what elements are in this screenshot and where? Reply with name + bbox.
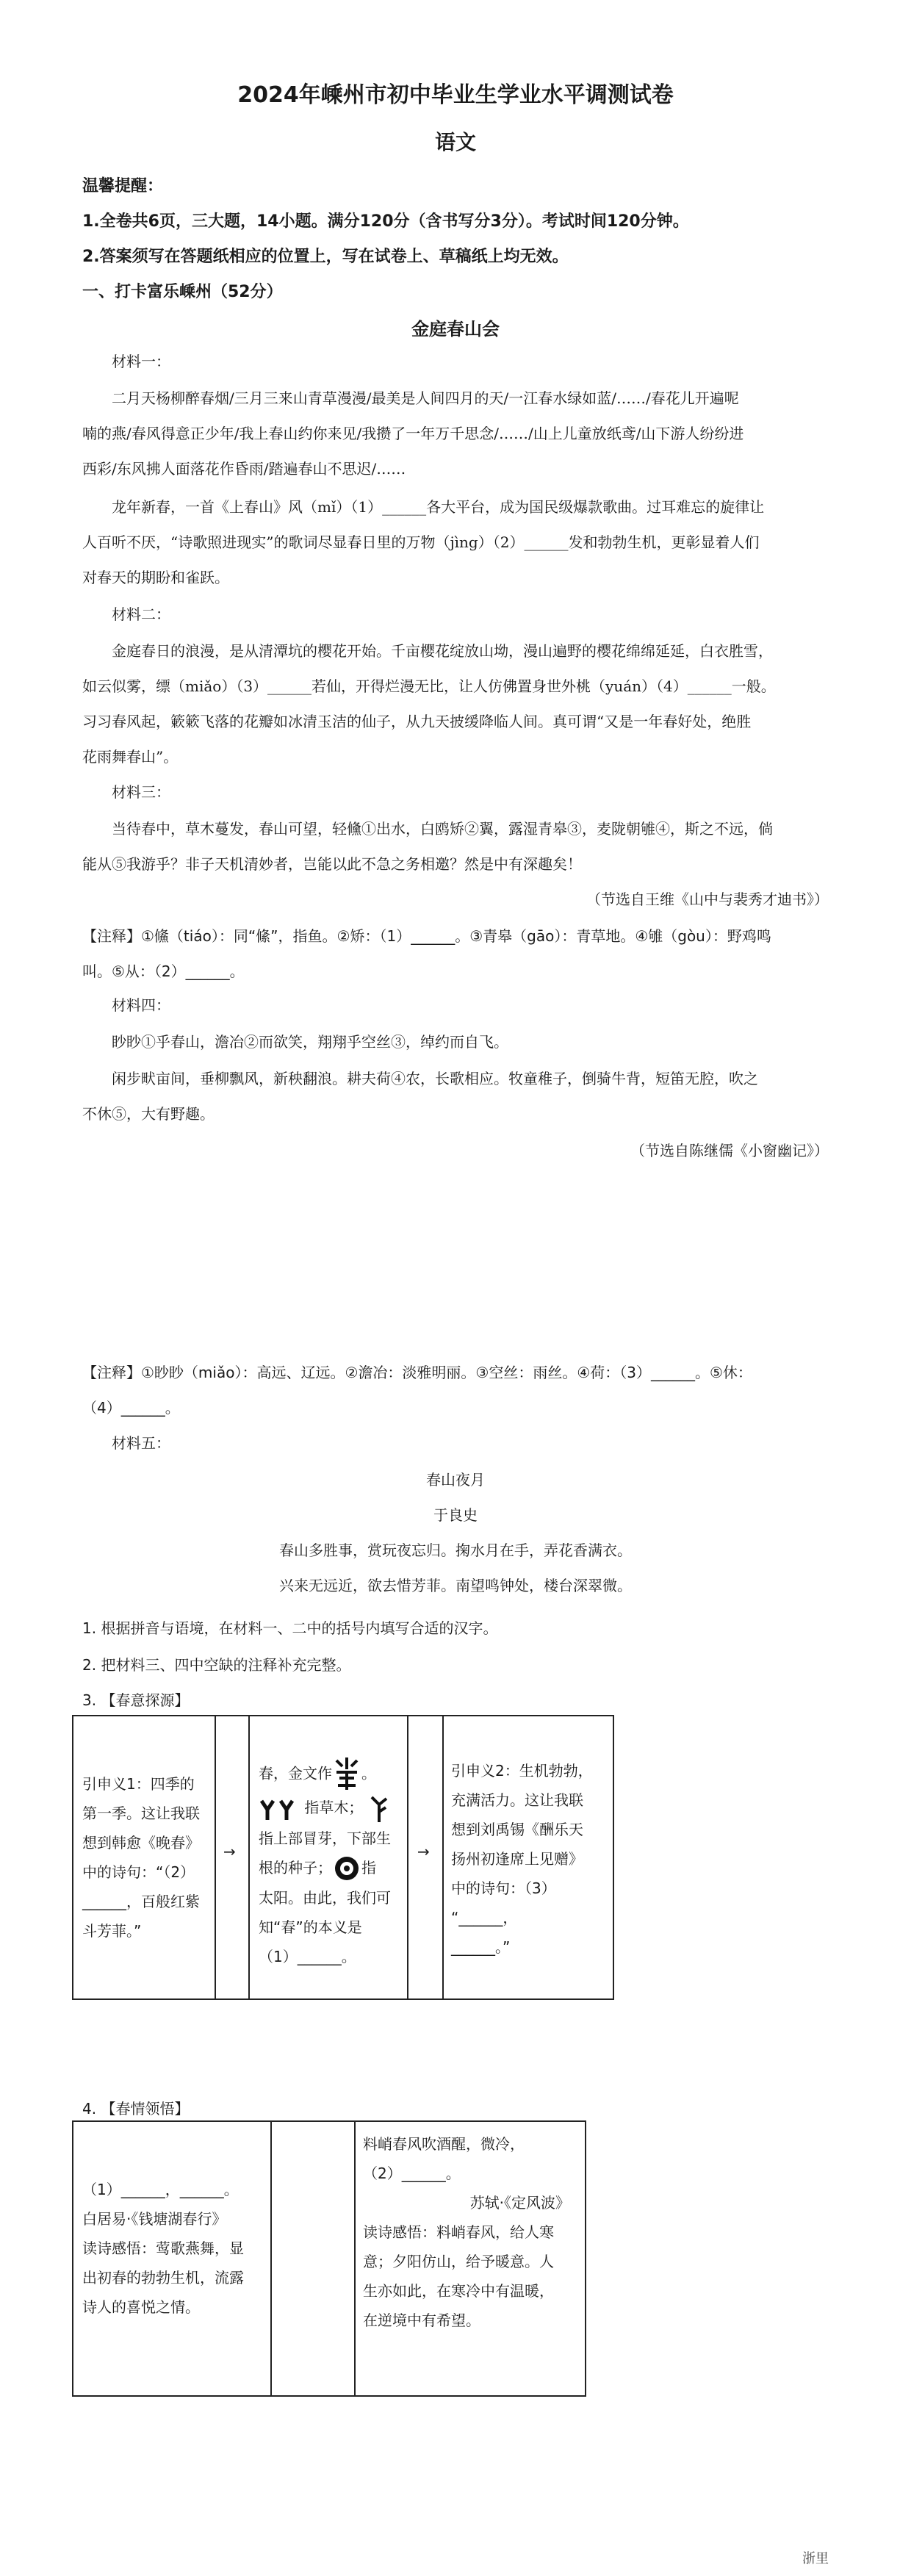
subject-title: 语文 — [434, 130, 476, 154]
material-1-label: 材料一： — [112, 353, 170, 370]
material-4-label: 材料四： — [112, 996, 170, 1014]
t3-left-line: 中的诗句：“（2） — [82, 1863, 195, 1881]
m4-line-2: 闲步畎亩间，垂柳飘风，新秧翻浪。耕夫荷④农，长歌相应。牧童稚子，倒骑牛背，短笛无腔，吹之 — [112, 1070, 758, 1087]
t4-right-author: 苏轼·《定风波》 — [469, 2194, 570, 2212]
m1-lyrics-line-3: 西彩/东风拂人面落花作昏雨/踏遍春山不思迟/…… — [82, 460, 406, 478]
t3-mid-line-5: 太阳。由此，我们可 — [259, 1889, 391, 1907]
t3-right-line: 想到刘禹锡《酬乐天 — [451, 1821, 583, 1838]
m3-note-line-2: 叫。⑤从：（2）______。 — [82, 963, 245, 980]
t4-left-line: 白居易·《钱塘湖春行》 — [82, 2210, 227, 2228]
t4-right-line-5: 生亦如此，在寒冷中有温暖， — [363, 2282, 554, 2300]
footer-mark: 浙里 — [802, 2551, 829, 2566]
table-3-divider-1 — [215, 1715, 216, 1998]
t3-mid-line-6: 知“春”的本义是 — [259, 1918, 362, 1936]
sun-glyph-icon — [332, 1854, 361, 1883]
m3-note-line-1: 【注释】①鯈（tiáo）：同“絛”，指鱼。②矫：（1）______。③青皋（gāo）：青草地。④雊（gòu）：野鸡鸣 — [82, 927, 771, 945]
material-2-label: 材料二： — [112, 605, 170, 623]
t3-right-line: 中的诗句：（3） — [451, 1879, 556, 1897]
t3-left-line: 第一季。这让我联 — [82, 1805, 200, 1822]
m3-line-2: 能从⑤我游乎？非子天机清妙者，岂能以此不急之务相邀？然是中有深趣矣！ — [82, 855, 582, 873]
m1-lyrics-line-1: 二月天杨柳醉春烟/三月三来山青草漫漫/最美是人间四月的天/一江春水绿如蓝/……/春花儿开遍呢 — [112, 389, 739, 407]
exam-title: 2024年嵊州市初中毕业生学业水平调测试卷 — [237, 82, 674, 108]
poem-line-1: 春山多胜事，赏玩夜忘归。掬水月在手，弄花香满衣。 — [279, 1541, 632, 1559]
m3-line-1: 当待春中，草木蔓发，春山可望，轻儵①出水，白鸥矫②翼，露湿青皋③，麦陇朝雊④，斯之不远，倘 — [112, 820, 773, 838]
bronze-spring-character-icon — [332, 1756, 361, 1793]
notice-line-2: 2.答案须写在答题纸相应的位置上，写在试卷上、草稿纸上均无效。 — [82, 248, 569, 266]
t3-mid-line-4b: 指 — [361, 1858, 376, 1877]
notice-line-1: 1.全卷共6页，三大题，14小题。满分120分（含书写分3分）。考试时间120分钟。 — [82, 212, 689, 231]
table-3-divider-2 — [248, 1715, 250, 1998]
table-3-left-cell — [82, 1769, 213, 1946]
m3-source: （节选自王维《山中与裴秀才迪书》） — [586, 891, 829, 908]
poem-line-2: 兴来无远近，欲去惜芳菲。南望鸣钟处，楼台深翠微。 — [279, 1577, 632, 1594]
section-heading: 一、打卡富乐嵊州（52分） — [82, 283, 283, 301]
t3-right-line: ______。” — [451, 1938, 511, 1956]
m4-line-3: 不休⑤，大有野趣。 — [82, 1105, 215, 1123]
grass-glyph-icon — [259, 1796, 300, 1821]
material-3-label: 材料三： — [112, 783, 170, 801]
t3-left-line: 引申义1：四季的 — [82, 1775, 195, 1793]
t3-left-line: ______，百般红紫 — [82, 1893, 200, 1910]
t3-mid-line-4: 根的种子； — [259, 1858, 332, 1877]
m2-line-2: 如云似雾，缥（miǎo）（3）______若仙，开得烂漫无比，让人仿佛置身世外桃（yuán）（4）______一般。 — [82, 677, 776, 695]
m1-paragraph-line-2: 人百听不厌，“诗歌照进现实”的歌词尽显春日里的万物（jìng）（2）______发和勃勃生机，更彰显着人们 — [82, 533, 760, 551]
t4-left-line: 出初春的勃勃生机，流露 — [82, 2269, 244, 2287]
t4-right-line-6: 在逆境中有希望。 — [363, 2311, 480, 2329]
m1-lyrics-line-2: 喃的燕/春风得意正少年/我上春山约你来见/我攒了一年万千思念/……/山上儿童放纸鸢/山下游人纷纷进 — [82, 425, 744, 442]
sprout-glyph-icon — [368, 1794, 390, 1824]
t3-mid-line-2: 指草木； — [304, 1799, 364, 1816]
question-2: 2. 把材料三、四中空缺的注释补充完整。 — [82, 1656, 351, 1674]
t3-mid-line-1: 春，金文作 — [259, 1764, 332, 1782]
m4-source: （节选自陈继儒《小窗幽记》） — [630, 1142, 829, 1159]
material-5-label: 材料五： — [112, 1434, 170, 1452]
m4-line-1: 眇眇①乎春山，澹冶②而欲笑，翔翔乎空丝③，绰约而自飞。 — [112, 1033, 508, 1051]
t3-left-line: 斗芳菲。” — [82, 1922, 142, 1940]
t4-left-line: （1）______，______。 — [82, 2181, 239, 2198]
t4-right-line-4: 意；夕阳仿山，给予暖意。人 — [363, 2253, 554, 2270]
t3-mid-line-7: （1）______。 — [259, 1948, 356, 1965]
m1-paragraph-line-3: 对春天的期盼和雀跃。 — [82, 569, 229, 586]
table-4-left-cell — [82, 2175, 269, 2322]
table-3-divider-3 — [407, 1715, 408, 1998]
m4-note-line-2: （4）______。 — [82, 1399, 180, 1417]
table-3-divider-4 — [442, 1715, 444, 1998]
t3-left-line: 想到韩愈《晚春》 — [82, 1834, 200, 1852]
notice-heading: 温馨提醒： — [82, 177, 164, 195]
t3-right-line: “______， — [451, 1909, 518, 1926]
t4-left-line: 读诗感悟：莺歌燕舞，显 — [82, 2239, 244, 2257]
m2-line-3: 习习春风起，簌簌飞落的花瓣如冰清玉洁的仙子，从九天披缓降临人间。真可谓“又是一年春好处，绝胜 — [82, 713, 752, 730]
t3-right-line: 引申义2：生机勃勃， — [451, 1762, 593, 1780]
table-3-middle-cell: 春，金文作 。 指草木； 指上部冒芽，下部生 根的种子； 指 太阳。由此，我们可 知“春”的本义是 （1）______。 — [259, 1756, 406, 1971]
table-3-right-cell — [451, 1756, 610, 1962]
question-3: 3. 【春意探源】 — [82, 1691, 190, 1709]
m2-line-1: 金庭春日的浪漫，是从清潭坑的樱花开始。千亩樱花绽放山坳，漫山遍野的樱花绵绵延延，白衣胜雪， — [112, 642, 773, 660]
m4-note-line-1: 【注释】①眇眇（miǎo）：高远、辽远。②澹冶：淡雅明丽。③空丝：雨丝。④荷：（3）______。⑤休： — [82, 1364, 752, 1381]
poem-author: 于良史 — [433, 1506, 478, 1524]
t4-right-line-1: 料峭春风吹酒醒，微冷， — [363, 2135, 525, 2153]
t3-right-line: 扬州初逢席上见赠》 — [451, 1850, 583, 1868]
arrow-right-icon: → — [417, 1843, 430, 1860]
question-4: 4. 【春情领悟】 — [82, 2100, 190, 2118]
table-4-divider-1 — [270, 2120, 272, 2395]
m1-paragraph-line-1: 龙年新春，一首《上春山》风（mǐ）（1）______各大平台，成为国民级爆款歌曲。过耳难忘的旋律让 — [112, 498, 765, 516]
t4-right-line-2: （2）______。 — [363, 2165, 461, 2182]
t3-mid-line-3: 指上部冒芽，下部生 — [259, 1829, 391, 1847]
article-title: 金庭春山会 — [411, 319, 500, 339]
t4-right-line-3: 读诗感悟：料峭春风，给人寒 — [363, 2223, 554, 2241]
question-1: 1. 根据拼音与语境，在材料一、二中的括号内填写合适的汉字。 — [82, 1619, 498, 1637]
arrow-right-icon: → — [223, 1843, 236, 1860]
poem-title: 春山夜月 — [426, 1471, 485, 1489]
t3-right-line: 充满活力。这让我联 — [451, 1791, 583, 1809]
table-4-divider-2 — [354, 2120, 356, 2395]
m2-line-4: 花雨舞春山”。 — [82, 748, 179, 766]
t4-left-line: 诗人的喜悦之情。 — [82, 2298, 200, 2316]
table-4-right-cell — [363, 2129, 580, 2335]
